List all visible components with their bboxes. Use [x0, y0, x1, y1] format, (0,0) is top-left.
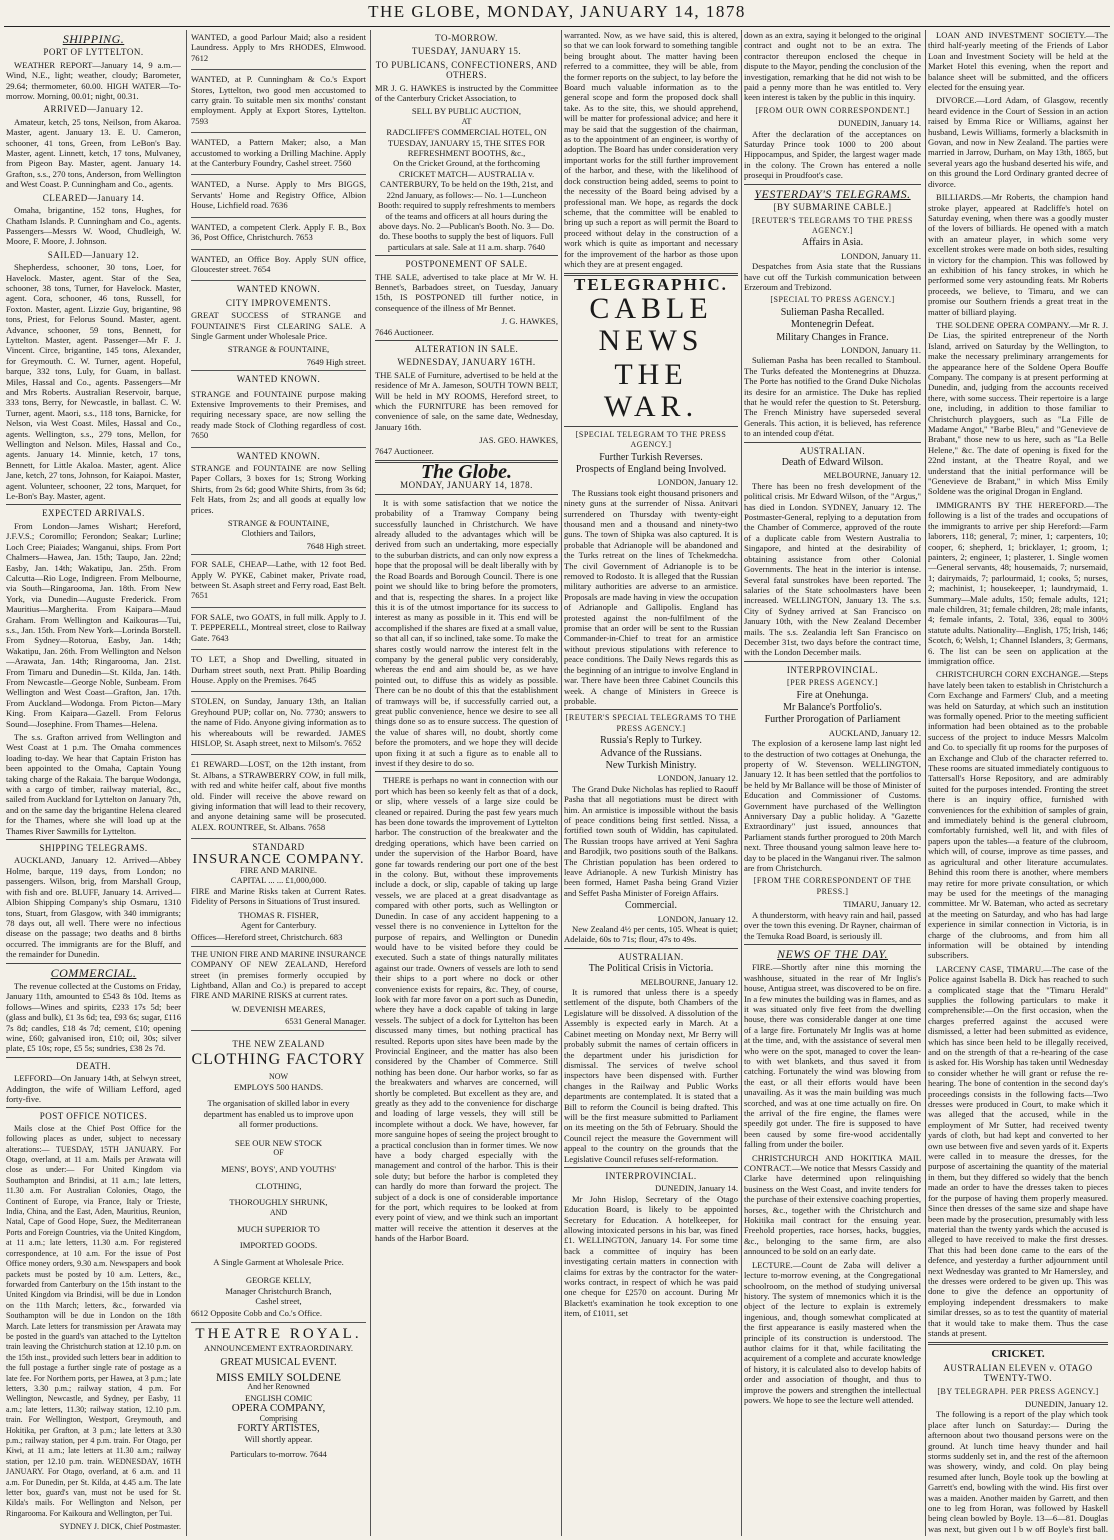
ad-line: FIRE AND MARINE. — [239, 865, 318, 875]
subheading: [FROM THE CORRESPONDENT OF THE PRESS.] — [753, 876, 912, 896]
headline: Death of Edward Wilson. — [781, 457, 884, 469]
ad-text: GREAT SUCCESS of STRANGE and FOUNTAINE'S First CLEARING SALE. A Single Garment under Wholesale Price. — [191, 310, 366, 341]
headline: THE WAR. — [603, 357, 699, 423]
ad-line: ENGLISH COMIC — [244, 1392, 313, 1403]
ad-text: On the Cricket Ground, at the forthcoming CRICKET MATCH— AUSTRALIA v. CANTERBURY, To be held on the 19th, 21st, and 22nd January, as follows:— No. 1—Luncheon Booth: required to supply refreshments to members of the teams and officers at all hours during the above days. No. 2—Publican's Booth. No. 3— Do. do. These booths to supply the best of liquors. Full particulars at sale. Sale at 11 a.m. sharp. 7640 — [377, 158, 556, 252]
ad-text: THE UNION FIRE AND MARINE INSURANCE COMPANY OF NEW ZEALAND, Hereford street (in premises formerly occupied by Lightband, Allan and Co.) is prepared to accept FIRE AND MARINE RISKS at current rates. — [191, 948, 366, 1001]
column-6 — [928, 30, 1108, 1536]
headline: Affairs in Asia. — [801, 237, 864, 249]
leader-article: It is with some satisfaction that we notice the probability of a Tramway Company being successfully launched in Christchurch. We have already alluded to the advantages which will be derived from such an undertaking, more especially to the suburban districts, and can only now express a hope that the proposal will be dealt liberally with by the Road Boards and Borough Council. There is one point we should like to bring before the promoters, and that is, respecting the shares. In a project like this it is of the utmost importance for its success to interest as many as possible in it. This end will be accomplished if the shares are fixed at a small value, so that all can, if so inclined, take some. To make the shares costly would narrow the interest felt in the company by the general public very considerably, whereas the end and aim should be, as we have pointed out, to diffuse this as widely as possible. There can be no doubt of this that the establishment of tramways will be, if successfully carried out, a great public convenience, hence we desire to see all things done so as to ensure success. The question of the value of shares will, no doubt, shortly come before the promoters, and we hope they will decide upon fixing it at such a figure as to enable all to invest if they desire to do so. — [375, 497, 558, 768]
subheading: [SPECIAL TELEGRAM TO THE PRESS AGENCY.] — [575, 429, 727, 450]
ad-line: EMPLOYS 500 HANDS. — [233, 1081, 324, 1092]
advertisement — [191, 72, 366, 133]
weather-report: WEATHER REPORT—January 14, 9 a.m.—Wind, N.E., light; weather, cloudy; Barometer, 29.64; thermometer, 60.00. HIGH WATER—To-morrow. Morning, 00.01; night, 00.31. — [6, 59, 181, 102]
ad-line: MENS', BOYS', AND YOUTHS' — [221, 1164, 336, 1175]
ad-line: 6612 Opposite Cobb and Co.'s Office. — [191, 1306, 366, 1322]
ad-text: WANTED, a competent Clerk. Apply F. B., Box 36, Post Office, Christchurch. 7653 — [191, 221, 366, 243]
ad-text: WANTED, a Pattern Maker; also, a Man accustomed to working a Drilling Machine. Apply at the Canterbury Foundry, Cashel street. 7560 — [191, 137, 366, 169]
news-text: LARCENY CASE, TIMARU.—The case of the Police against Isabella B. Dick has reached to such a complicated stage that the "Timaru Herald" supplies the following particulars to make it comprehensible:—On the first occasion, when the charges preferred against the accused were dismissed, a letter had been submitted as evidence, which has since been held to be illegally received, and on the strength of that a re-hearing of the case is asked for. His Worship has taken until Wednesday to consider whether he will grant or refuse the re-hearing. The bone of contention in the second day's proceedings consists in the following facts—Two dresses were produced in Court, to make which it was alleged that the accused, while in the employment of Mr Sutter, had received twenty yards of cloth, but had kept and converted to her own use between five and seven yards of it. Experts were called in to measure the dresses, for the purpose of ascertaining the quantity of the material in them, but they differed so widely that the bench made an order to have the dresses taken to pieces for the purpose of having them properly measured. Since then dresses of the same size and shape have been made by the prosecution, presumably with less material than the twenty yards which the accused is alleged to have received to make the first dresses. That this had been done came to the ears of the defence, and yesterday a further adjournment until next Wednesday was granted to Mr Hamersley, and the dresses were ordered to be given up. This was done to give the defence an opportunity of employing independent dressmakers to make similar dresses, so as to test the quantity of material that it would take to make them. Thus the case stands at present. — [928, 963, 1108, 1338]
subheading: [PER PRESS AGENCY.] — [787, 678, 878, 688]
masthead-rule — [4, 26, 1110, 27]
dateline: DUNEDIN, January 12. — [1024, 1399, 1108, 1409]
advertisement — [191, 177, 366, 217]
ad-line: Particulars to-morrow. 7644 — [230, 1448, 327, 1459]
divider — [375, 771, 558, 772]
dateline: DUNEDIN, January 14. — [837, 118, 921, 129]
subheading: INTERPROVINCIAL. — [605, 1170, 697, 1181]
dateline: LONDON, January 11. — [841, 344, 921, 355]
headline: Prospects of England being Involved. — [575, 463, 727, 475]
advertisement — [191, 694, 366, 755]
dateline: MONDAY, JANUARY 14, 1878. — [400, 480, 533, 491]
shipping-news: The s.s. Grafton arrived from Wellington and West Coast at 1 p.m. The Omaha commences loading to-day. We hear that Captain Friston has been appointed to the Omaha, Captain Young taking charge of the Rakaia. The barque Wodonga, with a cargo of timber, railway material, &c., sailed from Auckland for Lyttelton on January 7th, and on the same day the brigantine Helena cleared for the Thames, where she will load up at the Thames River Sawmills for Lyttelton. — [6, 732, 181, 836]
ad-text: WANTED, at P. Cunningham & Co.'s Export Stores, Lyttelton, two good men accustomed to carry grain. To suitable men six months' constant employment. Apply at Export Stores, Lyttelton. 7593 — [191, 74, 366, 126]
subheading: SHIPPING TELEGRAMS. — [39, 843, 148, 854]
dateline: MELBOURNE, January 12. — [640, 976, 738, 987]
ad-line: W. DEVENISH MEARES, — [231, 1003, 326, 1014]
subheading: SAILED—January 12. — [47, 249, 140, 260]
ad-text: WANTED, an Office Boy. Apply SUN office, Gloucester street. 7654 — [191, 253, 366, 274]
ad-line: THEATRE ROYAL. — [195, 1325, 362, 1342]
news-text: The explosion of a kerosene lamp last night led to the destruction of two cottages at Onehunga, the property of W. Stevenson. WELLINGTON, January 12. It has been settled that the portfolios to be held by Mr Ballance will be those of Minister of Education and Commissioner of Customs. Government have purchased of the Wellington Anniversary Day a public holiday. A "Gazette Extraordinary" just issued, announces that Parliament stands further prorogued to 20th March next. Three thousand young salmon leave here to-day to be placed in the Wanganui river. The salmon are from Christchurch. — [744, 738, 921, 874]
divider — [744, 184, 921, 185]
column-rule — [186, 30, 187, 1536]
dateline: DUNEDIN, January 14. — [654, 1183, 738, 1194]
dateline: MELBOURNE, January 12. — [823, 470, 921, 481]
news-text: LECTURE.—Count de Zaba will deliver a lecture to-morrow evening, at the Congregational schoolroom, on the method of studying universal history. The system of mnemonics which it is the object of the lecture to explain is extremely ingenious, and, though somewhat complicated at the first appearance is easily mastered when the principle of its construction is understood. The author claims for it that, while facilitating the acquirement of a complete and accurate knowledge of history, it is calculated also to develop habits of order and association of thought, and thus to improve the powers and strengthen the intellectual powers. We hope to see the lecture well attended. — [744, 1259, 921, 1405]
ad-line: OF — [273, 1147, 284, 1157]
ad-line: Will shortly appear. — [244, 1434, 313, 1445]
headline: Military Changes in France. — [776, 331, 889, 343]
dateline: LONDON, January 12. — [657, 477, 738, 488]
ad-line: JAS. GEO. HAWKES, — [479, 435, 558, 446]
subheading: WANTED KNOWN. — [236, 284, 321, 295]
ad-line: MUCH SUPERIOR TO — [237, 1223, 320, 1234]
post-office-notices: Mails close at the Chief Post Office for the following places as under, subject to necessary alterations:— TUESDAY, 15TH JANUARY. For Otago, overland, at 11 a.m. Mails per Arawata will close as under:— For United Kingdom via Southampton and Brindisi, at 11 a.m.; late letters, 11.30 a.m. For Australian Colonies, Otago, the Continent of Europe, via France, Italy or Trieste, India, China, and the East, Aden, Mauritius, Reunion, Natal, Cape of Good Hope, Suez, the Mediterranean Ports and Foreign Countries, via the United Kingdom, at 11 a.m.; late letters, 11.30 a.m. For registered correspondence, at 10 a.m. For the issue of Post Office money orders, 9.30 a.m. Newspapers and book packets must be posted by 10 a.m. Letters, &c., forwarded from Canterbury on the 15th instant to the United Kingdom via Brindisi, will be due in London on the 11th March; letters, &c., forwarded via Southampton will be due in London on the 18th March. Late letters for transmission per Arawata may be posted in the guard's van attached to the Lyttelton train leaving the Christchurch station at 12.10 p.m. on the 15th inst., provided such letters bear in addition to the full postage a further single rate of postage as a late fee. For Northern ports, per Hawea, at 3 p.m.; late letters, 3.30 p.m.; railway station, 4 p.m. For Wellington, Newcastle, and Sydney, per Easby, 11 a.m.; late letters, 11.30; railway station, 12.10 p.m. train. For Wellington, Westport, Greymouth, and Hokitika, per Grafton, at 3 p.m.; late letters at 3.30 p.m.; railway station, per 4 p.m. train. For Otago, per Kiwi, at 11 a.m.; late letters at 11.30 a.m.; railway station, per 12.10 p.m. train. WEDNESDAY, 16TH JANUARY. For Otago, overland, at 6 a.m. and 11 a.m. For Dunedin, per St. Kilda, at 4.45 a.m. The late letter box, guard's van, must not be used for St. Kilda's mails. For Wellington and Nelson, per Ringarooma. For Kaikoura and Wellington, per Tui. — [6, 1123, 181, 1518]
headline: Montenegrin Defeat. — [790, 319, 875, 331]
ad-line: THOROUGHLY SHRUNK, — [229, 1197, 328, 1208]
section-heading: CRICKET. — [991, 1348, 1045, 1361]
ad-line: FORTY ARTISTES, — [237, 1423, 320, 1435]
signature: SYDNEY J. DICK, Chief Postmaster. — [59, 1522, 181, 1532]
headline: Mr Balance's Portfolio's. — [783, 701, 882, 713]
ad-line: CLOTHING, — [255, 1180, 302, 1191]
divider — [6, 963, 181, 964]
section-heading: COMMERCIAL. — [50, 965, 137, 980]
advertisement — [191, 387, 366, 448]
ad-line: GEORGE KELLY, — [245, 1275, 312, 1286]
subheading: [REUTER'S TELEGRAMS TO THE PRESS AGENCY.] — [752, 215, 913, 235]
column-rule — [561, 30, 562, 1536]
subheading: [BY SUBMARINE CABLE.] — [773, 202, 892, 213]
ad-line: INSURANCE COMPANY. — [192, 851, 365, 867]
news-text: It is rumored that unless there is a speedy settlement of the dispute, both Chambers of the Legislature will be dissolved. A dissolution of the Assembly is expected early in March. At a Cabinet meeting on Monday next, Mr Berry will probably submit the names of certain officers in the department under his jurisdiction for dismissal. The services of twelve school inspectors have been dispensed with. Further changes in the Railway and Public Works departments are contemplated. It is stated that a Bill to reform the Council is being drafted. This will be the first measure submitted to Parliament on its meeting on the 5th of February. Should the Council reject the measure the Government will appeal to the country on the grounds that the Legislative Council refuses self-reformation. — [564, 987, 738, 1164]
ad-line: SEE OUR NEW STOCK — [234, 1137, 323, 1148]
expected-arrivals: From London—James Wishart; Hereford, J.F.V.S.; Coromillo; Ferondon; Seakar; Lurline; Loch Cree; Piaiades; Wanganui, ships. From Port Chalmers—Hawea, Jan. 15th; Taupo, Jan. 22nd; Easby, Jan. 14th; Wakatipu, Jan. 25th. From Calcutta—Rio Loge, Indigreen. From Melbourne, via South—Ringarooma, Jan. 18th. From New York, via Dunedin—Auguste Frederick. From Mauritius—Margherita. From Kaipara—Maud Graham. From Wellington and Kaikouras—Tui, s.s., Jan. 15th. From New York—Lorinda Borstell. From Sydney—Rotorua, Easby, Jan. 14th; Wakatipu, Jan. 26th. From Wellington and Nelson—Arawata, Jan. 14th; Ringarooma, Jan. 21st. From Timaru and Dunedin—St. Kilda, Jan. 14th. From Newcastle—George Noble, Sunbeam. From Wellington and West Coast—Grafton, Jan. 17th. From Auckland—Wodonga. From Picton—Mary King. From Kaipara—Gazell. From Felorus Sound—Josephine. From Thames—Helena. — [6, 520, 181, 729]
subheading: TUESDAY, JANUARY 15. — [411, 46, 522, 57]
subheading: AUSTRALIAN ELEVEN v. OTAGO TWENTY-TWO. — [943, 1362, 1093, 1384]
subheading: [BY TELEGRAPH. PER PRESS AGENCY.] — [937, 1386, 1099, 1396]
headline: CABLE NEWS — [589, 291, 713, 357]
ad-line: ANNOUNCEMENT EXTRAORDINARY. — [203, 1343, 354, 1354]
advertisement — [191, 652, 366, 692]
news-text: BILLIARDS.—Mr Roberts, the champion hand stroke player, appeared at Radcliffe's hotel on Saturday evening, when there was a goodly muster of the lovers of billiards. He opened with a match with an amateur player, in which some very excellent strokes were made on both sides, resulting in victory for the champion. This was followed by an exhibition of his fancy strokes, in which he performed some very astounding feats. Mr Roberts proceeds, we believe, to Timaru, and we can promise our Southern friends a great treat in the matter of billiard playing. — [928, 192, 1108, 317]
news-text: THE SOLDENE OPERA COMPANY.—Mr R. J. De Lias, the spirited entrepreneur of the North Island, arrived on Saturday by the Wellington, to make the necessary preliminary arrangements for the appearance here of the Soldene Opera Bouffe Company. The company is at present performing at Dunedin, and, judging from the accounts received there, with some success. Their repertoire is a large one, including, in addition to those familiar to Christchurch playgoers, such as "La Fille de Madame Angot," "Barbe Bleu," and "Genevieve de Brabant," those new to us here, such as "La Belle Helene," &c. The date of opening is fixed for the 22nd instant, at the Theatre Royal, and we understand that the initial performance will be "Genevieve de Brabant," in which Miss Emily Soldene was the original Drogan in England. — [928, 319, 1108, 497]
ad-line: THE NEW ZEALAND — [232, 1038, 325, 1049]
subheading: POST OFFICE NOTICES. — [39, 1111, 148, 1122]
ad-text: The organisation of skilled labor in every department has enabled us to improve upon all former productions. — [203, 1098, 354, 1130]
ad-line: And her Renowned — [247, 1382, 310, 1392]
headline: Further Prorogation of Parliament — [764, 714, 901, 726]
shipping-telegrams: AUCKLAND, January 12. Arrived—Abbey Holme, barque, 119 days, from London; no passengers. Wilson, brig, from Marshall Group, with fish and ore. BLUFF, January 14. Arrived—Albion Shipping Company's ship Osmaru, 1310 tons, Stuart, from Glasgow, with 340 immigrants; 78 days out, all well. There were no infectious disease on the passage; two deaths and 8 births occurred. The immigrants are for the Bluff, and the remainder for Dunedin. — [6, 855, 181, 960]
divider — [564, 948, 738, 949]
advertisement — [191, 757, 366, 839]
headline: The Political Crisis in Victoria. — [588, 963, 714, 975]
divider — [6, 504, 181, 505]
ad-text: FOR SALE, CHEAP—Lathe, with 12 foot Bed. Apply W. PYKE, Cabinet maker, Private road, between St. Asaph street and Ferry road, East Belt. 7651 — [191, 559, 366, 601]
news-text: A thunderstorm, with heavy rain and hail, passed over the town this evening. Dr Rayner, chairman of the Temuka Road Board, is seriously ill. — [744, 909, 921, 941]
divider — [375, 494, 558, 495]
ad-line: CLOTHING FACTORY — [191, 1051, 366, 1069]
ad-line: CAPITAL ... ... £1,000,000. — [230, 875, 327, 886]
news-text: Sulieman Pasha has been recalled to Stamboul. The Turks defeated the Montenegrins at Dhuzza. The Porte has notified to the Grand Duke Nicholas its desire for an armistice. The Duke has replied that he would refer the question to St. Petersburg. The French Ministry have superseded several Generals. This action, it is believed, has reference to an intended coup d'état. — [744, 355, 921, 439]
subheading: ALTERATION IN SALE. — [414, 343, 519, 354]
subheading: DEATH. — [76, 1060, 111, 1071]
subheading: INTERPROVINCIAL. — [786, 664, 879, 675]
subheading: [SPECIAL TO PRESS AGENCY.] — [770, 295, 895, 305]
column-2 — [191, 30, 366, 1536]
dateline: LONDON, January 12. — [657, 913, 738, 924]
ad-line: GREAT MUSICAL EVENT. — [220, 1356, 337, 1368]
ad-line: J. G. HAWKES, — [501, 316, 558, 327]
headline: Russia's Reply to Turkey. — [600, 735, 702, 747]
subheading: WANTED KNOWN. — [236, 374, 321, 385]
divider — [6, 839, 181, 840]
news-text: After the declaration of the acceptances on Saturday Prince took 1000 to 200 about Hippocampus, and Spider, the largest wager made in the colony. The Crown has entered a nolle prosequi in Proudfoot's case. — [744, 128, 921, 181]
ad-text: STRANGE and FOUNTAINE are now Selling Paper Collars, 3 boxes for 1s; Strong Working Shirts, from 2s 6d; good White Shirts, from 3s 6d; Felt Hats, from 2s; and all goods at equally low prices. — [191, 463, 366, 515]
subheading: TO PUBLICANS, CONFECTIONERS, AND OTHERS. — [375, 59, 558, 81]
dateline: TIMARU, January 12. — [843, 899, 921, 910]
divider — [6, 1107, 181, 1108]
ad-line: MISS EMILY SOLDENE — [215, 1370, 342, 1385]
dateline: LONDON, January 11. — [841, 250, 921, 261]
divider — [6, 1057, 181, 1058]
ad-line: SELL BY PUBLIC AUCTION, — [411, 106, 522, 117]
section-heading: YESTERDAY'S TELEGRAMS. — [754, 186, 911, 201]
ad-line: Offices—Hereford street, Christchurch. 683 — [191, 930, 366, 946]
subheading: AUSTRALIAN. — [799, 445, 866, 456]
subheading: POSTPONEMENT OF SALE. — [405, 259, 528, 270]
advertisement — [191, 135, 366, 175]
news-text: Despatches from Asia state that the Russians have cut off the Turkish communication between Erzeroum and Trebizond. — [744, 261, 921, 292]
subheading: PORT OF LYTTELTON. — [43, 47, 144, 58]
subheading: WANTED KNOWN. — [236, 450, 321, 461]
subheading: ARRIVED—January 12. — [43, 104, 144, 115]
headline: Advance of the Russians. — [600, 747, 702, 759]
subheading: WEDNESDAY, JANUARY 16TH. — [397, 357, 536, 368]
column-1 — [6, 30, 181, 1536]
subheading: [FROM OUR OWN CORRESPONDENT.] — [755, 105, 910, 115]
ad-line: RADCLIFFE'S COMMERCIAL HOTEL, ON TUESDAY, JANUARY 15, THE SITES FOR REFRESHMENT BOOTHS, &c., — [386, 127, 547, 159]
ad-line: Comprising — [259, 1413, 298, 1423]
news-text: CHRISTCHURCH CORN EXCHANGE.—Steps have lately been taken to establish in Christchurch a Corn Exchange and Farmers' Club, and a meeting was held on Saturday, at which such an institution was formally opened. Prior to the meeting sufficient information had been obtained as to the probable success of the project to induce Messrs Malcolm and Co. to specially fit up rooms for the purposes of an Exchange and Club of the character referred to. These rooms are situated immediately contiguous to Tattersall's Horse Repository, and are admirably suited for the purposes intended. Fronting the street there is an inquiry office, furnished with conveniences for the exhibition of samples of grain, and immediately behind is the general clubroom, comfortably furnished, well lit, and with files of papers upon the tables—a feature of the clubroom, which will, of course, improve as time passes, and as agricultural and other literature accumulates. Behind this room there is another, where members may retire for more private consultation, or which may be used for the meetings of the managing committee. Mr W. Bateman, who acted as secretary at the meeting on Saturday, and who has had large experience in similar connection in Victoria, is in charge of the clubrooms, and from him all information will be obtained by intending subscribers. — [928, 669, 1108, 961]
ad-line: AT — [461, 116, 472, 126]
ad-text: THE SALE of Furniture, advertised to be held at the residence of Mr A. Jameson, SOUTH TOWN BELT, Will be held in MY ROOMS, Hereford street, to which the FURNITURE has been removed for convenience of sale, on the same date, Wednesday, January 16th. — [375, 369, 558, 432]
news-text: IMMIGRANTS BY THE HEREFORD.—The following is a list of the trades and occupations of the immigrants to arrive per ship Hereford:—Farm laborers, 118; general, 7; miner, 1; carpenters, 10; cooper, 6; shepherd, 1; bricklayer, 1; groom, 1; painters, 2; engineer, 1; plasterer, 1. Single women—General servants, 48; housemaids, 7; nursemaid, 1; dairymaids, 7; parlourmaid, 1; cooks, 5; nurses, 2; machinist, 1; housekeeper, 1; laundrymaid, 1. Summary—Male adults, 150; female adults, 121; male children, 31; female children, 28; male infants, 4; female infants, 2. Total, 336, equal to 300½ statute adults. Nationality—English, 175; Irish, 146; Scotch, 6; Welsh, 1; Channel Islanders, 3; Germans, 6. The list can be seen on application at the immigration office. — [928, 499, 1108, 666]
subheading: [REUTER'S SPECIAL TELEGRAMS TO THE PRESS AGENCY.] — [565, 713, 737, 733]
divider — [744, 442, 921, 443]
subheading: CITY IMPROVEMENTS. — [225, 297, 332, 308]
ad-text: THE SALE, advertised to take place at Mr W. H. Bennet's, Barbadoes street, on Tuesday, January 15th, IS POSTPONED till further notice, in consequence of the illness of Mr Bennet. — [375, 271, 558, 313]
column-rule — [741, 30, 742, 1536]
cleared: Omaha, brigantine, 152 tons, Hughes, for Chatham Islands. P. Cunningham and Co., agents. Passengers—Messrs W. Wood, Chudleigh, W. Moore, F. Moore, J. Johnson. — [6, 205, 181, 247]
ad-line: 7647 Auctioneer. — [375, 445, 434, 456]
news-text: FIRE.—Shortly after nine this morning the washhouse, situated in the rear of Mr Inglis's house, Antigua street, was discovered to be on fire. In a few minutes the building was in flames, and as it was situated only five feet from the dwelling house, there was considerable danger at one time of a large fire. Fortunately Mr Inglis was at home at the time, and, with the assistance of several men who were on the spot, managed to cover the lean-to with wet blankets, and thus saved it from catching. Fortunately the wind was blowing from the east, or all their efforts would have been unavailing. As it was the main building was much scorched, and was at one time actually on fire. On the arrival of the fire engine, the flames were speedily got under. The fire is supposed to have been caused by some fire-wood accidentally falling from under the boiler. — [744, 962, 921, 1150]
advertisement — [191, 220, 366, 250]
news-text: LOAN AND INVESTMENT SOCIETY.—The third half-yearly meeting of the Friends of Labor Loan and Investment Society will be held at the Market Hotel this evening, when the report and balance sheet will be submitted, and the officers elected for the ensuing year. — [928, 30, 1108, 93]
advertisement — [191, 557, 366, 608]
headline: New Turkish Ministry. — [605, 759, 697, 771]
ad-text: STOLEN, on Sunday, January 13th, an Italian Greyhound PUP; collar on, No. 7730; answers to the name of Fido. Anyone giving information as to his whereabouts will be rewarded. JAMES HISLOP, St. Asaph street, next to Milsom's. 7652 — [191, 696, 366, 748]
news-text: The following is a report of the play which took place after lunch on Saturday:— During the afternoon about two thousand persons were on the ground. At lunch time heavy thunder and hail storms suddenly set in, and the rest of the afternoon was showery, windy, and cold. On play being resumed after lunch, Boyle took up the bowling at Garrett's end, bowling with the wind. His first over was a maiden. Another maiden by Garrett, and then one to leg from Horan, was followed by Haskell being clean bowled by Boyle. 13—6—81. Douglas was next, but given out l b w off Boyle's first ball. — [928, 1409, 1108, 1534]
column-rule — [370, 30, 371, 1536]
ad-line: OPERA COMPANY, — [231, 1402, 326, 1415]
section-heading: SHIPPING. — [62, 32, 125, 46]
ad-line: A Single Garment at Wholesale Price. — [213, 1256, 344, 1267]
ad-line: STRANGE & FOUNTAINE, — [227, 518, 330, 529]
news-text: The Grand Duke Nicholas has replied to Raouff Pasha that all negotiations must be direct with him. An armistice is impossible without the basis of peace conditions being first settled. Nissa, a fortified town south of Widdin, has capitulated. The Russian troops have arrived at Yeni Saghra and Barodjik, two positions south of the Balkans. The Christian population has been ordered to leave Adrianople. A new Turkish Ministry has been formed, Hamet Pasha being Grand Vizier and Seffet Pasha Minister of Foreign Affairs. — [564, 783, 738, 898]
leader-article: THERE is perhaps no want in connection with our port which has been so keenly felt as that of a dock, or slip, where vessels of a large size could be cleaned or repaired. During the past few years much has been done towards the improvement of Lyttelton harbor. The construction of the breakwater and the dredging operations, which have been carried on under the supervision of the Harbor Board, have gone far towards rendering our port one of the best in the colony. But, without these improvements include a dock, or slip, capable of taking up large vessels, we are placed at a great disadvantage as compared with other ports, such as Wellington or Dunedin. In case of any accident happening to a vessel there is no convenience in Lyttelton for the purpose of repairs, and Wellington or Dunedin would have to be visited before they could be executed. Such a state of things naturally militates against our trade. Owners of vessels are loth to send their ships to a port where no dock or other convenience exists for repairs, &c. They, of course, look with far more favor on a port such as Dunedin, where they have a dock capable of taking in large vessels. The subject of a dock for Lyttelton has been discussed many times, but nothing practical has resulted. Reports upon sites have been made by the Provincial Engineer, and the matter has also been considered by the Chamber of Commerce. Still nothing has been done. Our harbor works, so far as the breakwaters and wharves are concerned, will shortly be completed. But excellent as they are, and greatly as they add to the convenience for discharge and loading of large vessels, they will still be incomplete without a dock. We have, however, far more sanguine hopes of seeing the project brought to a practical conclusion than in former times. We now have a body charged especially with the management and control of the harbor. This is their sole duty; but before the harbor is completed they can hardly do more than forward the project. The subject of a dock is one of considerable importance for the port, which requires to be looked at from every point of view, and we think such an important matter will receive the attention it deserves at the hands of the Harbor Board. — [375, 775, 558, 1244]
arrivals: Amateur, ketch, 25 tons, Neilson, from Akaroa. Master, agent. January 13. E. U. Cameron, schooner, 41 tons, Green, from LeBon's Bay. Master, agent. Linnett, ketch, 17 tons, Mulvaney, from Pigeon Bay. Master, agent. January 14. Grafton, s.s., 270 tons, Anderson, from Wellington and West Coast. P. Cunningham and Co., agents. — [6, 116, 181, 190]
news-text: The Russians took eight thousand prisoners and ninety guns at the surrender of Nissa. Anitvari surrendered on Thursday with twenty-eight thousand men and a thousand and ninety-two guns. The town of Shipka was also captured. It is probable that Adrianople will be abandoned and the Turks retreat on the lines of Tchekmedcha. The civil Government of Adrianople is to be removed to Rodosto. It is alleged that the Russian military authorities are adverse to an armistice. Proposals are made having in view the occupation of Adrianople and Gallipolis. England has protested against the non-fulfilment of the promise that an order will be sent to the Russian Commander-in-Chief to treat for an armistice without previous stipulations with reference to peace conditions. The Daily News regards this as the beginning of an intrigue to involve England in war. There have been three Cabinet Councils this week. A change of Ministers in Greece is probable. — [564, 487, 738, 706]
news-text: DIVORCE.—Lord Adam, of Glasgow, recently heard evidence in the Court of Session in an action raised by Emma Rice or Williams, against her husband, Lewis Williams, formerly a blacksmith in Govan, and now in New Zealand. The parties were married in Jarrow, Durham, on May 13th, 1865, but several years ago the husband deserted his wife, and on this ground the Lord Ordinary granted decree of divorce. — [928, 95, 1108, 189]
divider — [564, 1167, 738, 1168]
advertisement — [191, 610, 366, 650]
divider — [375, 340, 558, 341]
ad-line: 7649 High street. — [191, 355, 366, 371]
ad-text: FOR SALE, two GOATS, in full milk. Apply to J. T. PEPPERELL, Montreal street, close to Railway Gate. 7643 — [191, 611, 366, 643]
divider — [744, 661, 921, 662]
newspaper-title: The Globe. — [420, 461, 513, 484]
dateline: LONDON, January 12. — [657, 773, 738, 784]
news-text: Mr John Hislop, Secretary of the Otago Education Board, is likely to be appointed Secretary for Education. A hotelkeeper, for allowing intoxicated persons in his bar, was fined £1. WELLINGTON, January 14. For some time back a committee of inquiry has been investigating certain matters in connection with claims for extras by the contractor for the water-works contract, in respect of which he was paid one cheque for £2570 on account. During Mr Blackett's examination he took exception to one item, of £1011, set — [564, 1193, 738, 1319]
section-heading: NEWS OF THE DAY. — [777, 946, 888, 961]
ad-line: AND — [269, 1207, 288, 1217]
subheading: EXPECTED ARRIVALS. — [42, 508, 145, 519]
subheading: CLEARED—January 14. — [42, 192, 145, 203]
divider — [744, 944, 921, 945]
divider — [375, 255, 558, 256]
advertisement — [191, 252, 366, 282]
column-4 — [564, 30, 738, 1536]
divider — [564, 426, 738, 427]
subheading: TO-MORROW. — [435, 33, 498, 43]
ad-line: THOMAS R. FISHER, — [238, 909, 319, 920]
divider — [928, 1342, 1108, 1345]
headline: Further Turkish Reverses. — [599, 451, 703, 463]
advertisement — [191, 30, 366, 70]
news-text: There has been no fresh development of the political crisis. Mr Edward Wilson, of the "Argus," has died in London. SYDNEY, January 12. The Postmaster-General, replying to a deputation from the Chamber of Commerce, approved of the route of a duplicate cable from Western Australia to Singapore, and hinted at the desirability of obtaining assistance from other Colonial Governments. The heat in the interior is intense. Several fatal sunstrokes have been reported. The salaries of the State schoolmasters have been increased. WELLINGTON, January 13. The s.s. City of Sydney arrived at San Francisco on January 10th, with the New Zealand December mails. The s.s. Zealandia left San Francisco on December 31st, two days before the contract time, with the London December mails. — [744, 480, 921, 658]
ad-line: 6531 General Manager. — [191, 1014, 366, 1030]
article-continuation: down as an extra, saying it belonged to the original contract and ought not to be an extra. The contractor thereupon enclosed the cheque in dispute to the Mayor, pending the conclusion of the investigation, remarking that he did not wish to be paid a penny more than he was entitled to. Very keen interest is taken by the public in this inquiry. — [744, 30, 921, 103]
ad-line: STANDARD — [252, 842, 305, 853]
news-text: CHRISTCHURCH AND HOKITIKA MAIL CONTRACT.—We notice that Messrs Cassidy and Clarke have determined upon relinquishing business on the West Coast, and invite tenders for the purchase of their extensive coaching properties, horses, &c., together with the Christchurch and Hokitika mail contract for the ensuing year. Freehold properties, race horses, hacks, buggies, &c., belonging to the same firm, are also announced to be sold on an early date. — [744, 1152, 921, 1257]
ad-line: Cashel street, — [255, 1296, 302, 1306]
article-continuation: warranted. Now, as we have said, this is altered, so that we can look forward to something tangible being brought about. The matter having been referred to a committee, they will be able, from the former reports on the subject, to lay before the Board much valuable information as to the general scope and form the proposed dock shall take. As to the site, this, we should apprehend, will be matter for professional advice; and here it may be said that the suggestion of the chairman, as to the appointment of an engineer, is worthy of adoption. The Board has under consideration very important works for the still further improvement of the harbor, and these, with the likelihood of dock construction being added, seems to point to the necessity of the Board being advised by a professional man. We hope, as regards the dock scheme, that the committee will be enabled to bring up such a report as will permit the Board to proceed without delay in the construction of a work which is quite as important and necessary for the improvement of the harbor as those upon which they are at present engaged. — [564, 30, 738, 269]
ad-text: WANTED, a Nurse. Apply to Mrs BIGGS, Servants' Home and Registry Office, Albion House, Lichfield road. 7636 — [191, 179, 366, 211]
headline: Fire at Onehunga. — [796, 689, 869, 701]
headline: Sulieman Pasha Recalled. — [780, 306, 885, 318]
headline: Commercial. — [625, 900, 677, 912]
masthead: THE GLOBE, MONDAY, JANUARY 14, 1878 — [368, 2, 746, 21]
ad-line: Clothiers and Tailors, — [241, 528, 316, 539]
ad-text: FIRE and Marine Risks taken at Current Rates. Fidelity of Persons in Situations of Trust insured. — [191, 885, 366, 907]
ad-text: TO LET, a Shop and Dwelling, situated in Durham street south, next Pratt. Philip Boarding House. Apply on the Premises. 7645 — [191, 654, 366, 685]
section-heading: TELEGRAPHIC. — [574, 275, 728, 295]
dateline: AUCKLAND, January 12. — [828, 727, 921, 738]
column-3 — [375, 30, 558, 1536]
divider — [564, 709, 738, 710]
death-notice: LEFFORD—On January 14th, at Selwyn street, Addington, the wife of William Lefford, aged forty-five. — [6, 1073, 181, 1104]
commercial-text: The revenue collected at the Customs on Friday, January 11th, amounted to £543 8s 10d. Items as follows—Wines and spirits, £233 17s 5d; beer (glass and bulk), £1 3s 6d; tea, £93 6s; sugar, £116 7s 8d; candles, £18 4s 7d; cement, £10; opening wine, £60; galvanised iron, £10; oil, 30s; silver plate, £5 10s; rope, £5 5s; sundries, £38 2s 7d. — [6, 980, 181, 1054]
subheading: AUSTRALIAN. — [618, 951, 684, 962]
ad-line: IMPORTED GOODS. — [239, 1240, 318, 1251]
ad-text: WANTED, a good Parlour Maid; also a resident Laundress. Apply to Mrs RHODES, Elmwood. 7612 — [191, 32, 366, 63]
sailed: Shepherdess, schooner, 30 tons, Loer, for Havelock. Master, agent. Star of the Sea, schooner, 38 tons, Turner, for Havelock. Master, agent. Cora, schooner, 46 tons, Russell, for Foxton. Master, agent. Lizzie Guy, brigantine, 98 tons, Priest, for Felorus Sound. Master, agent. Advance, schooner, 59 tons, Bennett, for Lyttelton. Master, agent. Passenger—Mr F. J. Vincent. Circe, brigantine, 145 tons, Alexander, for Greymouth. C. W. Turner, agent. Hopeful, barque, 332 tons, Luly, for Guam, in ballast. Miles, Hassal and Co., agents. Passengers—Mr and Mrs Roberts. Australian Reservoir, barque, 333 tons, Berry, for Newcastle, in ballast. C. W. Turner, agent. Maori, s.s., 118 tons, Barnicke, for Nelson, via West Coast. Miles, Hassal and Co., agents. Wellington, s.s., 279 tons, Mellon, for Wellington and Nelson. Miles, Hassal and Co., agents. January 14. Minnie, ketch, 17 tons, Bennett, for Little Akaloa. Master, agent. Alice Jane, ketch, 27 tons, Johnson, for Kaiapoi. Master, agent. Volunteer, schooner, 22 tons, Marquet, for Le-Bon's Bay. Master, agent. — [6, 262, 181, 502]
ad-text: £1 REWARD—LOST, on the 12th instant, from St. Albans, a STRAWBERRY COW, in full milk, with red and white heifer calf, about five months old. Finder will receive the above reward on giving information that will lead to their recovery, and anyone detaining same will be prosecuted. ALEX. ROUNTREE, St. Albans. 7658 — [191, 759, 366, 832]
ad-line: NOW — [268, 1071, 289, 1081]
ad-line: 7648 High street. — [191, 539, 366, 555]
ad-line: Agent for Canterbury. — [240, 920, 317, 931]
column-5 — [744, 30, 921, 1536]
ad-line: Manager Christchurch Branch, — [225, 1285, 332, 1296]
ad-text: MR J. G. HAWKES is instructed by the Committee of the Canterbury Cricket Association, to — [375, 82, 558, 104]
news-text: New Zealand 4½ per cents, 105. Wheat is quiet; Adelaide, 60s to 71s; flour, 47s to 49s. — [564, 924, 738, 945]
ad-line: 7646 Auctioneer. — [375, 326, 434, 337]
column-rule — [925, 30, 926, 1536]
ad-text: STRANGE and FOUNTAINE purpose making Extensive Improvements to their Premises, and requiring necessary space, are now selling the ready made Stock of Clothing regardless of cost. 7650 — [191, 388, 366, 441]
ad-line: STRANGE & FOUNTAINE, — [227, 344, 330, 355]
